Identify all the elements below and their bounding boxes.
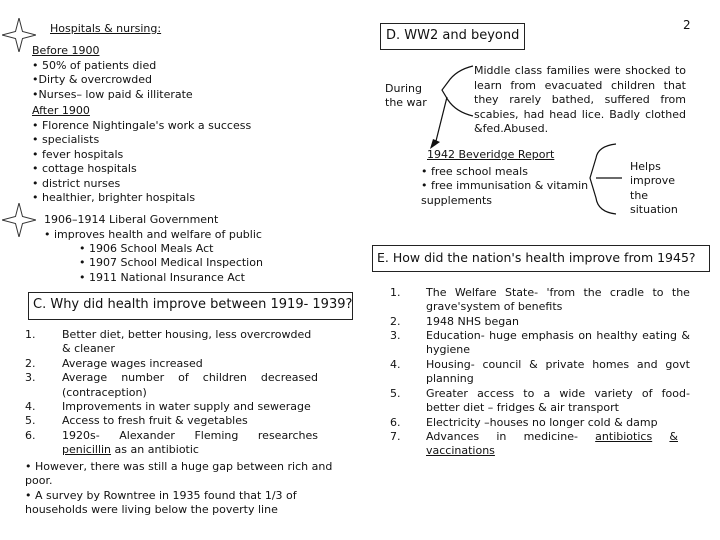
item-number: 2. bbox=[25, 357, 36, 370]
justified-line: Education- huge emphasis on healthy eating & bbox=[426, 329, 690, 342]
list-item: supplements bbox=[421, 194, 492, 207]
item-number: 3. bbox=[390, 329, 401, 342]
justified-line: Advances in medicine- antibiotics & bbox=[426, 430, 678, 443]
list-item-text: hygiene bbox=[426, 343, 471, 356]
beveridge-report-heading: 1942 Beveridge Report bbox=[427, 148, 555, 161]
helps-label: improve bbox=[630, 174, 676, 187]
list-item-text: planning bbox=[426, 372, 474, 385]
star-icon bbox=[2, 18, 36, 52]
penicillin-link[interactable]: penicillin bbox=[62, 443, 112, 456]
list-item: • 1911 National Insurance Act bbox=[79, 271, 245, 284]
list-item-text: Better diet, better housing, less overcrowded bbox=[62, 328, 312, 341]
item-number: 7. bbox=[390, 430, 401, 443]
section-c-title-box bbox=[28, 292, 353, 320]
item-number: 4. bbox=[390, 358, 401, 371]
list-item-text bbox=[62, 429, 318, 444]
list-item: • free school meals bbox=[421, 165, 528, 178]
list-item-text: Improvements in water supply and sewerage bbox=[62, 400, 311, 413]
list-item: • 1907 School Medical Inspection bbox=[79, 256, 263, 269]
list-item-text: (contraception) bbox=[62, 386, 147, 399]
list-item-text: Electricity –houses no longer cold & damp bbox=[426, 416, 658, 429]
list-item-text bbox=[426, 286, 690, 301]
list-item-text: & cleaner bbox=[62, 342, 115, 355]
page-number: 2 bbox=[683, 18, 691, 32]
note-line: households were living below the poverty line bbox=[25, 503, 278, 516]
list-item-text: 1948 NHS began bbox=[426, 315, 519, 328]
bracket-arrow-graphic bbox=[420, 60, 480, 160]
list-item-text: better diet – fridges & air transport bbox=[426, 401, 619, 414]
item-number: 1. bbox=[25, 328, 36, 341]
section-d-title: D. WW2 and beyond bbox=[386, 28, 520, 43]
justified-line: Greater access to a wide variety of food- bbox=[426, 387, 690, 400]
item-number: 6. bbox=[390, 416, 401, 429]
justified-line: Average number of children decreased bbox=[62, 371, 318, 384]
list-item: • fever hospitals bbox=[32, 148, 124, 161]
item-number: 5. bbox=[25, 414, 36, 427]
list-item: • district nurses bbox=[32, 177, 121, 190]
list-item: • Florence Nightingale's work a success bbox=[32, 119, 252, 132]
section-e-title-box bbox=[372, 245, 710, 272]
justified-line: Housing- council & private homes and govt bbox=[426, 358, 690, 371]
list-item-text: Access to fresh fruit & vegetables bbox=[62, 414, 248, 427]
item-number: 2. bbox=[390, 315, 401, 328]
list-item: • 50% of patients died bbox=[32, 59, 157, 72]
item-number: 4. bbox=[25, 400, 36, 413]
note-line: • A survey by Rowntree in 1935 found that 1/3 of bbox=[25, 489, 297, 502]
list-item-text bbox=[426, 430, 678, 445]
justified-line: Middle class families were shocked to bbox=[474, 64, 686, 77]
note-line: • However, there was still a huge gap between rich and bbox=[25, 460, 333, 473]
vaccinations-link[interactable]: vaccinations bbox=[426, 444, 495, 457]
justified-line: they rarely bathed, suffered from bbox=[474, 93, 686, 106]
list-item-text bbox=[426, 329, 690, 344]
justified-line: & fed. Abused. bbox=[474, 122, 549, 135]
list-item-text: penicillin as an antibiotic bbox=[62, 443, 199, 456]
section-d-title-box bbox=[380, 23, 525, 50]
list-item: • 1906 School Meals Act bbox=[79, 242, 214, 255]
before-1900-heading: Before 1900 bbox=[32, 44, 100, 57]
list-item-text: grave'system of benefits bbox=[426, 300, 563, 313]
item-number: 3. bbox=[25, 371, 36, 384]
item-number: 5. bbox=[390, 387, 401, 400]
item-number: 1. bbox=[390, 286, 401, 299]
note-line: poor. bbox=[25, 474, 53, 487]
list-item: • free immunisation & vitamin bbox=[421, 179, 589, 192]
helps-label: the bbox=[630, 189, 649, 202]
liberal-heading: 1906–1914 Liberal Government bbox=[44, 213, 219, 226]
list-item: • cottage hospitals bbox=[32, 162, 137, 175]
item-number: 6. bbox=[25, 429, 36, 442]
list-item-text bbox=[426, 358, 690, 373]
after-1900-heading: After 1900 bbox=[32, 104, 90, 117]
star-icon bbox=[2, 203, 36, 237]
list-item-text bbox=[426, 387, 690, 402]
helps-label: situation bbox=[630, 203, 678, 216]
list-item-text: Average wages increased bbox=[62, 357, 203, 370]
during-war-label: the war bbox=[385, 96, 427, 109]
during-war-label: During bbox=[385, 82, 422, 95]
section-e-title: E. How did the nation's health improve from 1945? bbox=[377, 250, 696, 265]
justified-line: scabies, had head lice. Badly clothed bbox=[474, 107, 686, 121]
section-c-title: C. Why did health improve between 1919- 1939? bbox=[33, 297, 353, 312]
middle-class-text bbox=[474, 64, 686, 137]
list-item: •Nurses– low paid & illiterate bbox=[32, 88, 193, 101]
justified-line: The Welfare State- 'from the cradle to the bbox=[426, 286, 690, 299]
helps-label: Helps bbox=[630, 160, 661, 173]
list-item: • healthier, brighter hospitals bbox=[32, 191, 196, 204]
justified-line: 1920s- Alexander Fleming researches bbox=[62, 429, 318, 442]
bracket-arrow-graphic bbox=[586, 140, 626, 220]
list-item: • specialists bbox=[32, 133, 100, 146]
hospitals-title: Hospitals & nursing: bbox=[50, 22, 162, 35]
list-item-text bbox=[62, 371, 318, 386]
liberal-sub: • improves health and welfare of public bbox=[44, 228, 262, 241]
justified-line: learn from evacuated children that bbox=[474, 78, 686, 92]
list-item: •Dirty & overcrowded bbox=[32, 73, 153, 86]
